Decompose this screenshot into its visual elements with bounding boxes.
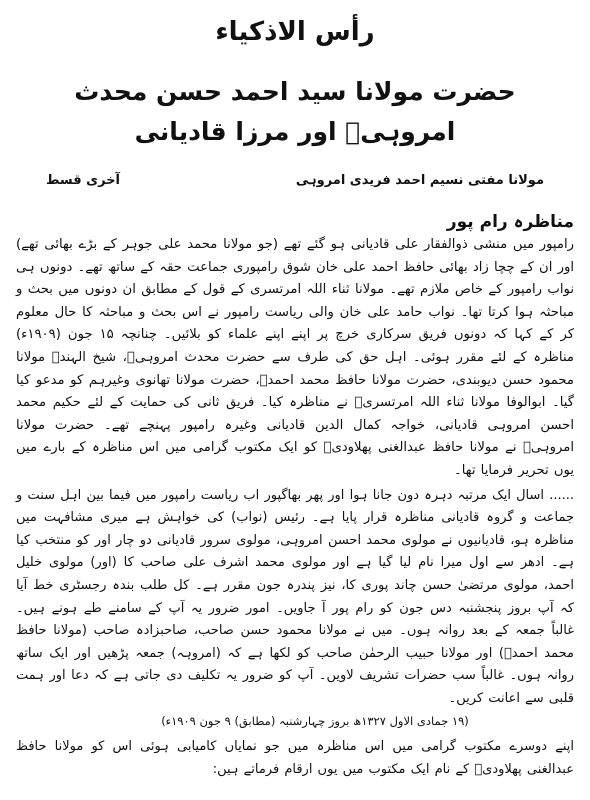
letter-quote-paragraph: ...... اسال ایک مرتبہ دہرہ دون جانا ہوا اور پھر بھاگپور اب ریاست رامپور میں فیما بین اہل سنت و جماعت و گروہ قادیانی مناظرہ قرار پایا ہے۔ رئیس (نواب) کی خواہش ہے میری مشافہت میں مناظرہ ہو، قادیانیوں نے مولوی محمد احسن امروہی، مولوی سرور قادیانی دو چار اور کو منتخب کیا ہے۔ ادھر سے اول میرا نام لیا گیا ہے اور مولوی محمد اشرف علی صاحب کا (اور) مولوی خلیل احمد، مولوی مرتضیٰ حسن چاند پوری کا، نیز پندرہ جون مقرر ہے۔ کل طلب بندہ رجسٹری خط آیا کہ آپ بروز پنجشنبہ دس جون کو رام پور آ جاویں۔ امور ضرور یہ آپ کے سامنے طے ہونے ہیں۔ غالباً جمعہ کے بعد روانہ ہوں۔ میں نے مولانا محمود حسن صاحب، صاحبزادہ صاحب (مولانا حافظ محمد احمدؒ) اور مولانا حبیب الرحمٰن صاحب کو لکھا ہے کہ (امروہہ) جمعہ پڑھیں اور ایک ساتھ روانہ ہوں۔ غالباً سب حضرات تشریف لاویں۔ آپ کو ضرور یہ تکلیف دی جاتی ہے کہ دعا اور ہمت قلبی سے اعانت کریں۔ bbox=[16, 487, 574, 706]
author-name: مولانا مفتی نسیم احمد فریدی امروہی bbox=[295, 173, 544, 188]
series-title: رأس الاذکیاء bbox=[215, 17, 375, 47]
closing-paragraph: اپنے دوسرے مکتوب گرامی میں اس مناظرہ میں جو نمایاں کامیابی ہوئی اس کو مولانا حافظ عبدالغنی پھلاودیؒ کے نام ایک مکتوب میں یوں ارقام فرماتے ہیں: bbox=[16, 739, 574, 778]
letter-date: (۱۹ جمادی الاول ۱۳۲۷ھ بروز چہارشنبہ (مطابق) ۹ جون ۱۹۰۹ء) bbox=[161, 714, 469, 729]
article-title: حضرت مولانا سید احمد حسن محدث امروہیؒ اور مرزا قادیانی bbox=[74, 77, 516, 146]
section-heading: مناظرہ رام پور bbox=[446, 212, 574, 232]
body-paragraph: رامپور میں منشی ذوالفقار علی قادیانی ہو گئے تھے (جو مولانا محمد علی جوہر کے بڑے بھائی تھے) اور ان کے چچا زاد بھائی حافظ احمد علی خان شوق رامپوری جماعت حقہ کے ساتھ تھے۔ دونوں ہی نواب رامپور کے خاص ملازم تھے۔ مولانا ثناء اللہ امرتسری کے قول کے مطابق ان دونوں میں بحث و مباحثہ ہوا کرتا تھا۔ نواب حامد علی خان والی ریاست رامپور نے اس بحث و مباحثہ کا حال معلوم کر کے کہا کہ دونوں فریق سرکاری خرچ پر اپنے اپنے علماء کو بلائیں۔ چنانچہ ۱۵ جون (۱۹۰۹ء) مناظرہ کے لئے مقرر ہوئی۔ اہل حق کی طرف سے حضرت محدث امروہیؒ، شیخ الہندؒ مولانا محمود حسن دیوبندی، حضرت مولانا حافظ محمد احمدؒ، حضرت مولانا تھانوی وغیرہم کو مدعو کیا گیا۔ ابوالوفا مولانا ثناء اللہ امرتسریؒ نے مناظرہ کیا۔ فریق ثانی کی حمایت کے لئے حکیم محمد احسن امروہی قادیانی، خواجہ کمال الدین قادیانی وغیرہ رامپور پہنچے تھے۔ حضرت مولانا امروہیؒ نے مولانا حافظ عبدالغنی پھلاودیؒ کو ایک مکتوب گرامی میں اس مناظرہ کے بارے میں یوں تحریر فرمایا تھا۔ bbox=[16, 237, 574, 478]
installment-label: آخری قسط bbox=[46, 173, 121, 188]
byline-row bbox=[46, 172, 544, 190]
